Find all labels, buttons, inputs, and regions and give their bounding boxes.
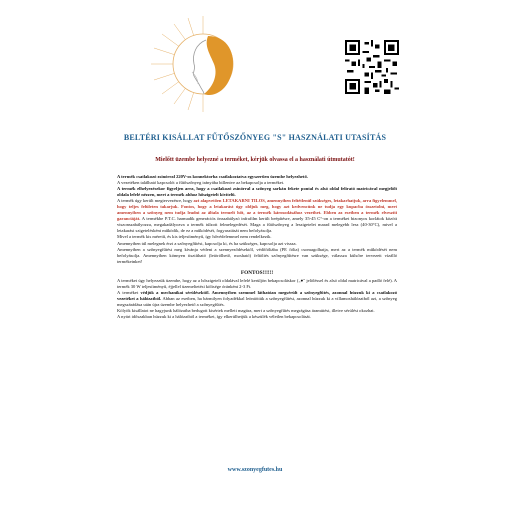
paragraph: A termék úgy került megtervezésre, hogy azt alapvetően LETAKARNI TILOS, amennyiben feltétlenül szükséges, letakarhatjuk, arra figyelemmel, hogy teljes felületen takarjuk. Fontos, hogy a letakarást úgy oldjuk meg, hogy azt kedvencünk ne tudja egy kupacba összetolni, mert amennyiben a szőnyeg nem tudja leadni az általa termelt hőt, az a termék károsodásához vezethet. Ebben az esetben a termék elveszíti garanciáját. A termékbe P.T.C. harmadik generációs önszabályzó infrafilm került beépítésre, amely 35-45 C°-on a terméket bizonyos korlátok között viszonszabályozza, megakadályozva a termék túlzott felmelegedését. Maga a fűtőszőnyeg a leszigetelet marad melegebb lesz (40-30°C), mivel a letakarási szigetelésként működik, de ez a működését, fogyasztását nem befolyásolja.	[117, 198, 397, 234]
document-subtitle: Mielőtt üzembe helyezné a terméket, kérjük olvassa el a használati útmutatót!	[155, 157, 355, 163]
paragraph: A terméket védjük a mechanikai sérülésektől. Amennyiben szemmel láthatóan megsérült a szőnyegfűtés, azonnal húzzuk ki a csatlakozó vezetéket a hálózatból. Abban az esetben, ha bármilyen folyadékkal leöntöttük a szőnyegfűtést, azonnal húzzuk ki a villamoshálózatból azt, a szőnyeg megszárádása után újra üzembe helyezhető a szőnyegfűtés.	[117, 289, 397, 307]
paragraph: Kölyök kisállatot ne hagyjunk hálózatba bedugott kisértek mellett magára, mert a szőnyegfűtés megrágása áramütést, illetve sérülést okozhat.	[117, 307, 375, 313]
qr-code-icon	[345, 40, 399, 94]
document-title: BELTÉRI KISÁLLAT FŰTŐSZŐNYEG "S" HASZNÁLATI UTASÍTÁS	[123, 133, 387, 142]
paragraph: A vezetéken található kapcsolót a fűtőszőnyeg irányába billentve az bekapcsolja a terméket.	[117, 180, 285, 186]
woman-face-sun-logo-icon	[148, 14, 258, 114]
instructions-body	[117, 174, 397, 320]
paragraph: A terméket úgy helyezzük üzembe, hogy az a hőszigetelt oldalával lefelé kerüljön bekapcsoláskor („●" jelöléssel és alsó oldal matricával a padló felé). A termék 30 W teljesítményű, éjjellel üzemeltetési költsége óránként 2-3 Ft.	[117, 277, 397, 289]
website-link[interactable]: www.szonyegfutes.hu	[227, 467, 283, 473]
paragraph: A termék csatlakozó zsinórral 220V-os konnektorba csatlakoztatva egyszerűen üzembe helyezhető.	[117, 174, 308, 179]
paragraph: Mivel a termék kis méretű, és kis teljesítményű, így hővédelemmel nem rendelkezik.	[117, 234, 272, 240]
paragraph: A termék elhelyezésekor figyeljen arra, hogy a csatlakozó zsinórral a szőnyeg sarkán fekete pontal és alsó oldal felirató matricával megjelölt oldala lefelé nézzen, mert a termék ahhoz hőszigetelt kivitelű.	[117, 186, 397, 198]
paragraph: Amennyiben túl melegnek érzi a szőnyegfűtést, kapcsolja ki, és ha szükséges, kapcsolja azt vissza.	[117, 240, 297, 246]
warning-heading: FONTOS!!!!!!	[240, 269, 274, 276]
paragraph: Amennyiben a szőnyegfűtést meg kívánja védeni a szennyeződésektől, védőfóliába (PE fólia) csomagolhatja, mert az a termék működését nem befolyásolja. Amennyiben könnyen tisztítható (letörölhető, mosható) feltöltés szőnyegfűtésre van szüksége, válassza külsőre tervezett vízálló termékeinket!	[117, 246, 397, 264]
paragraph: A nyári időszakban húzzuk ki a hálózatból a terméket, így elkerülhetjük a készülék véletlen bekapcsolását.	[117, 314, 311, 320]
